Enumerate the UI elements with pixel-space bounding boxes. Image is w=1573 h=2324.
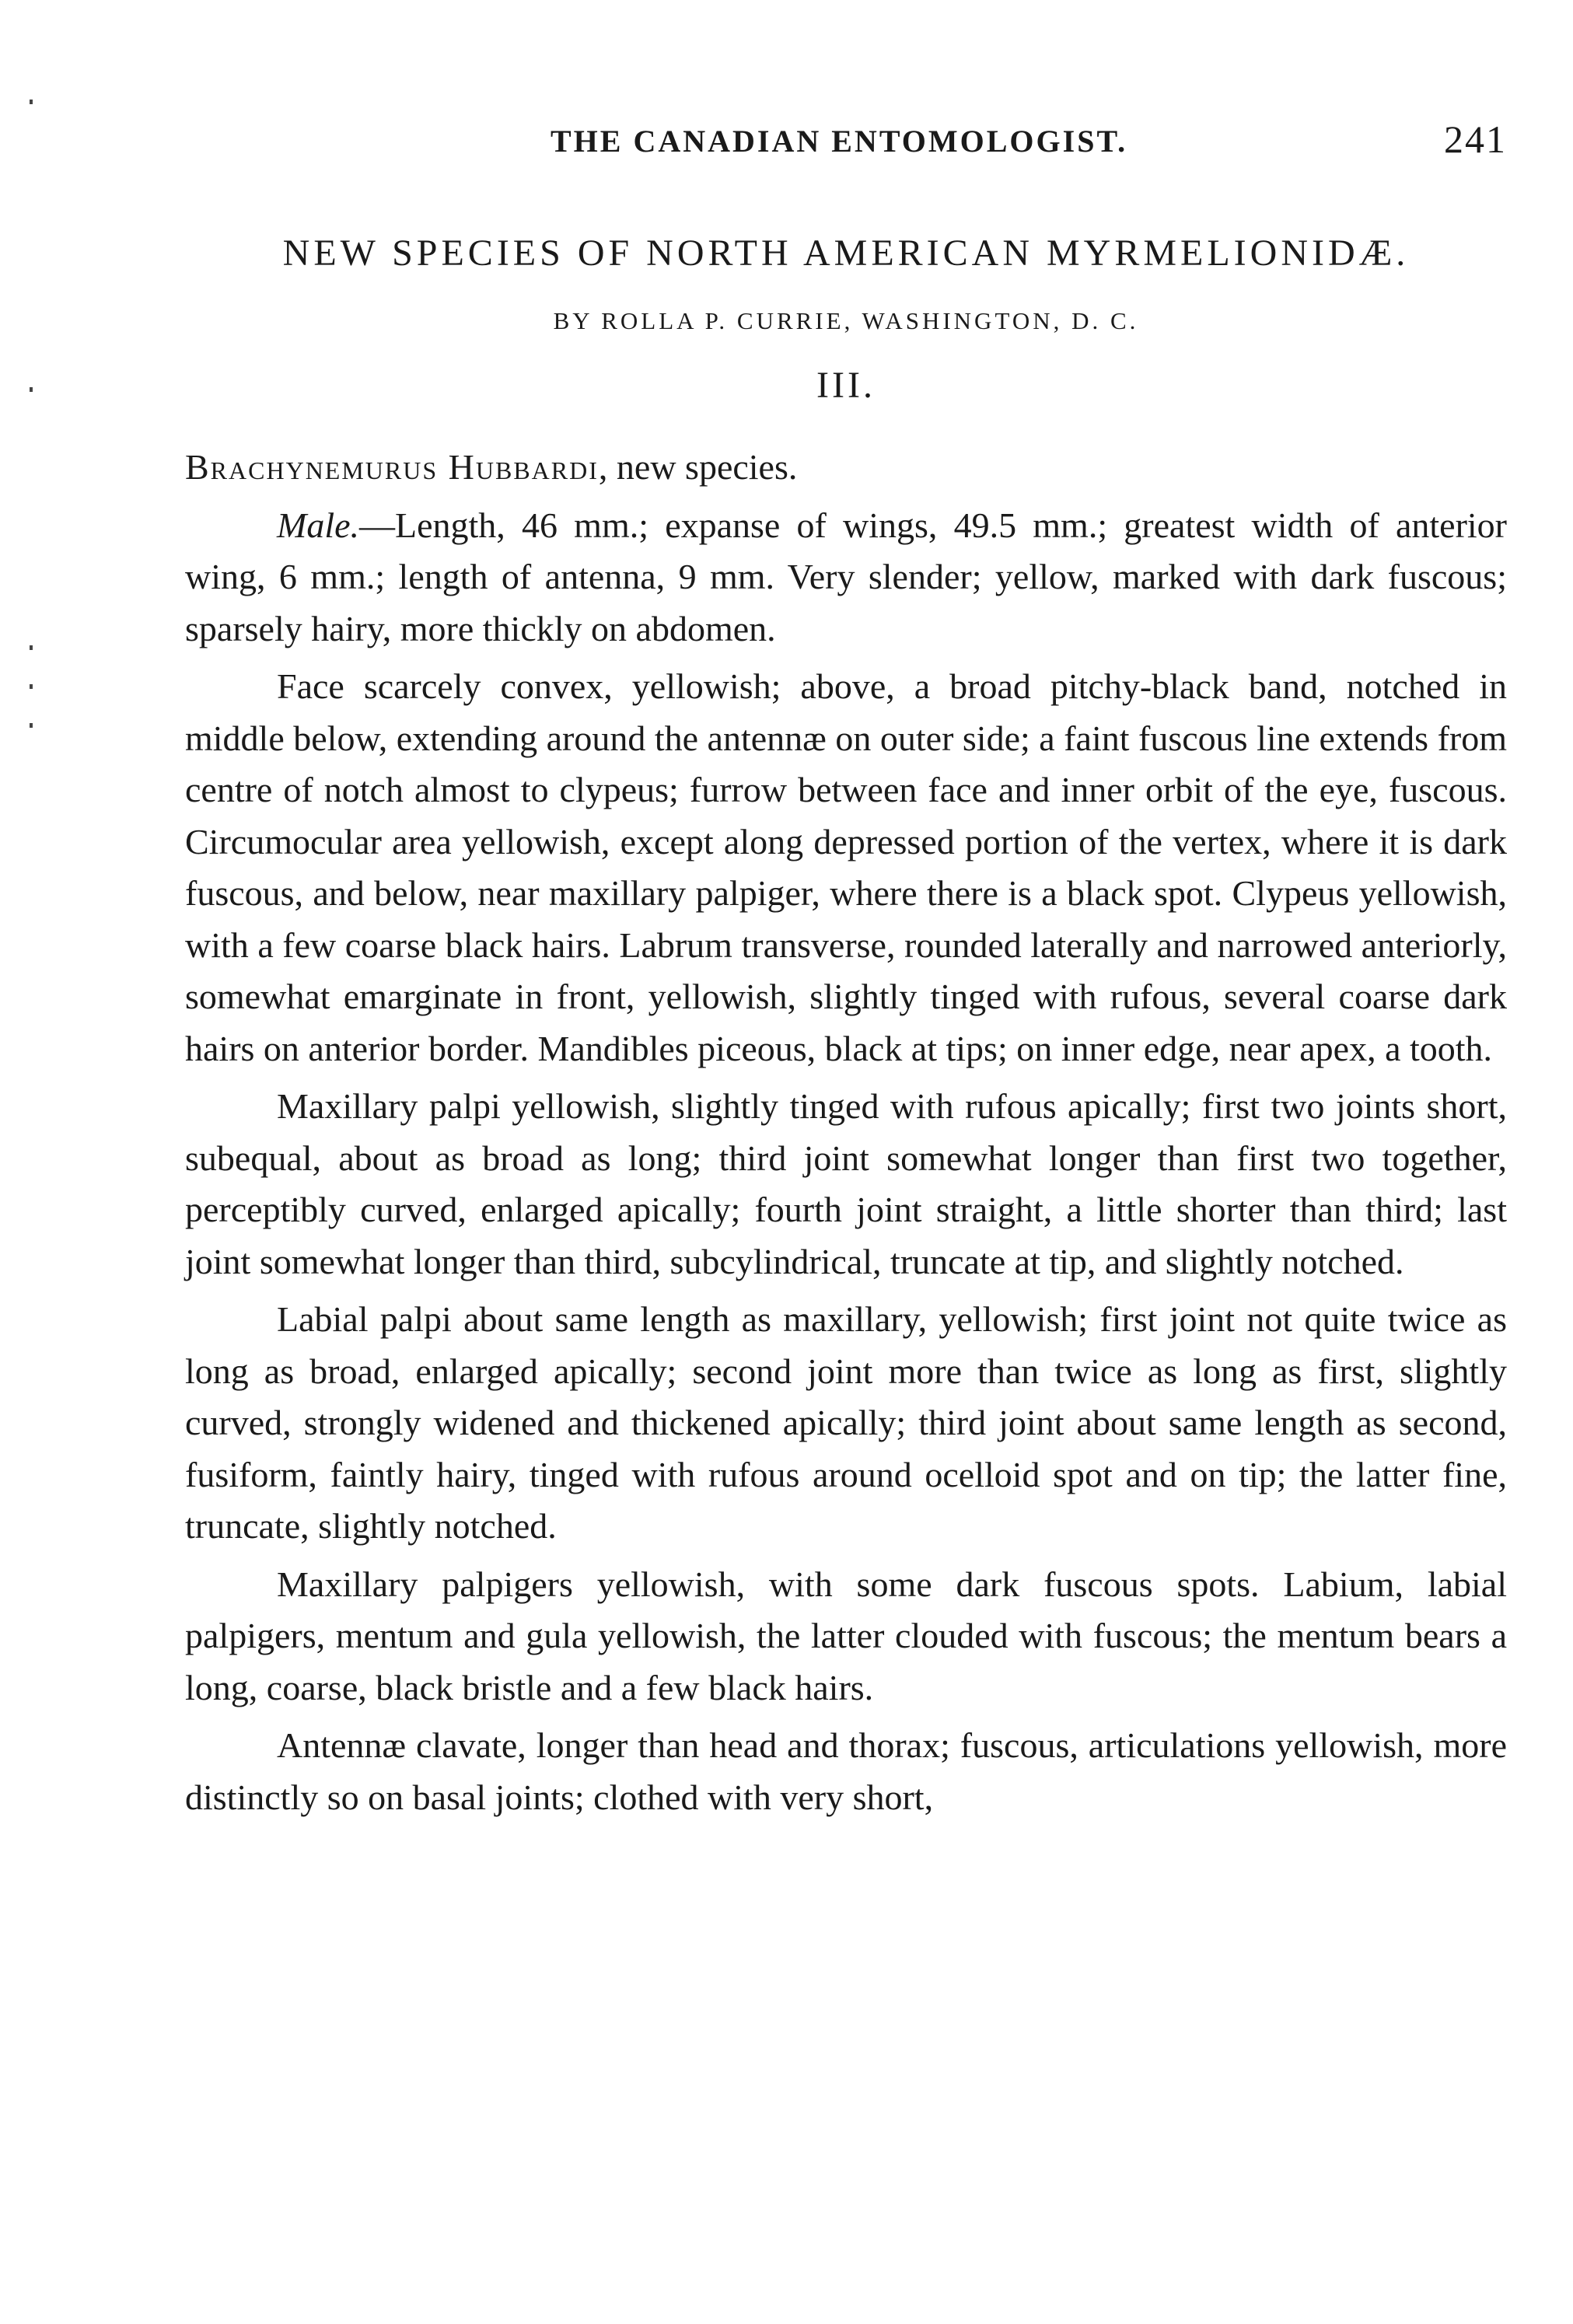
margin-mark: [30, 387, 33, 392]
margin-mark: [30, 645, 33, 650]
paragraph-face: Face scarcely convex, yellowish; above, a broad pitchy-black band, notched in middle below, extending around the antennæ on outer side; a faint fuscous line extends from centre of notch almost to clypeus; furrow between face and inner orbit of the eye, fuscous. Circumocular area yellowish, except along depressed portion of the vertex, where it is dark fuscous, and below, near maxillary palpiger, where there is a black spot. Clypeus yellowish, with a few coarse black hairs. Labrum transverse, rounded laterally and narrowed anteriorly, somewhat emarginate in front, yellowish, slightly tinged with rufous, several coarse dark hairs on anterior border. Mandibles piceous, black at tips; on inner edge, near apex, a tooth.: [185, 666, 1507, 1068]
margin-mark: [30, 100, 33, 104]
article-title: NEW SPECIES OF NORTH AMERICAN MYRMELIONIDÆ.: [282, 232, 1410, 274]
species-status: , new species.: [598, 447, 798, 487]
running-head: [185, 117, 1507, 171]
margin-mark: [30, 723, 33, 728]
male-label: Male.: [277, 505, 360, 545]
article-byline: BY ROLLA P. CURRIE, WASHINGTON, D. C.: [553, 307, 1139, 334]
paragraph-male: [185, 500, 1507, 655]
article-part-number: III.: [816, 365, 876, 406]
page-number: 241: [1444, 117, 1507, 161]
paragraph-labial-palpi: Labial palpi about same length as maxillary, yellowish; first joint not quite twice as long as broad, enlarged apically; second joint more than twice as long as first, slightly curved, strongly widened and thickened apically; third joint about same length as second, fusiform, faintly hairy, tinged with rufous around ocelloid spot and on tip; the latter fine, truncate, slightly notched.: [185, 1299, 1507, 1546]
paragraph-palpigers: Maxillary palpigers yellowish, with some dark fuscous spots. Labium, labial palpigers, mentum and gula yellowish, the latter clouded with fuscous; the mentum bears a long, coarse, black bristle and a few black hairs.: [185, 1564, 1507, 1707]
species-name: Brachynemurus Hubbardi: [185, 447, 599, 487]
male-text: —Length, 46 mm.; expanse of wings, 49.5 mm.; greatest width of anterior wing, 6 mm.; length of antenna, 9 mm. Very slender; yellow, marked with dark fuscous; sparsely hairy, more thickly on abdomen.: [185, 505, 1507, 648]
article-body: [185, 442, 1507, 1823]
paragraph-antennae: Antennæ clavate, longer than head and thorax; fuscous, articulations yellowish, more distinctly so on basal joints; clothed with very short,: [185, 1725, 1507, 1817]
margin-mark: [30, 684, 33, 689]
journal-title: THE CANADIAN ENTOMOLOGIST.: [551, 124, 1128, 159]
paragraph-maxillary-palpi: Maxillary palpi yellowish, slightly tinged with rufous apically; first two joints short, subequal, about as broad as long; third joint somewhat longer than first two together, perceptibly curved, enlarged apically; fourth joint straight, a little shorter than third; last joint somewhat longer than third, subcylindrical, truncate at tip, and slightly notched.: [185, 1086, 1507, 1281]
species-heading: [185, 442, 1507, 494]
